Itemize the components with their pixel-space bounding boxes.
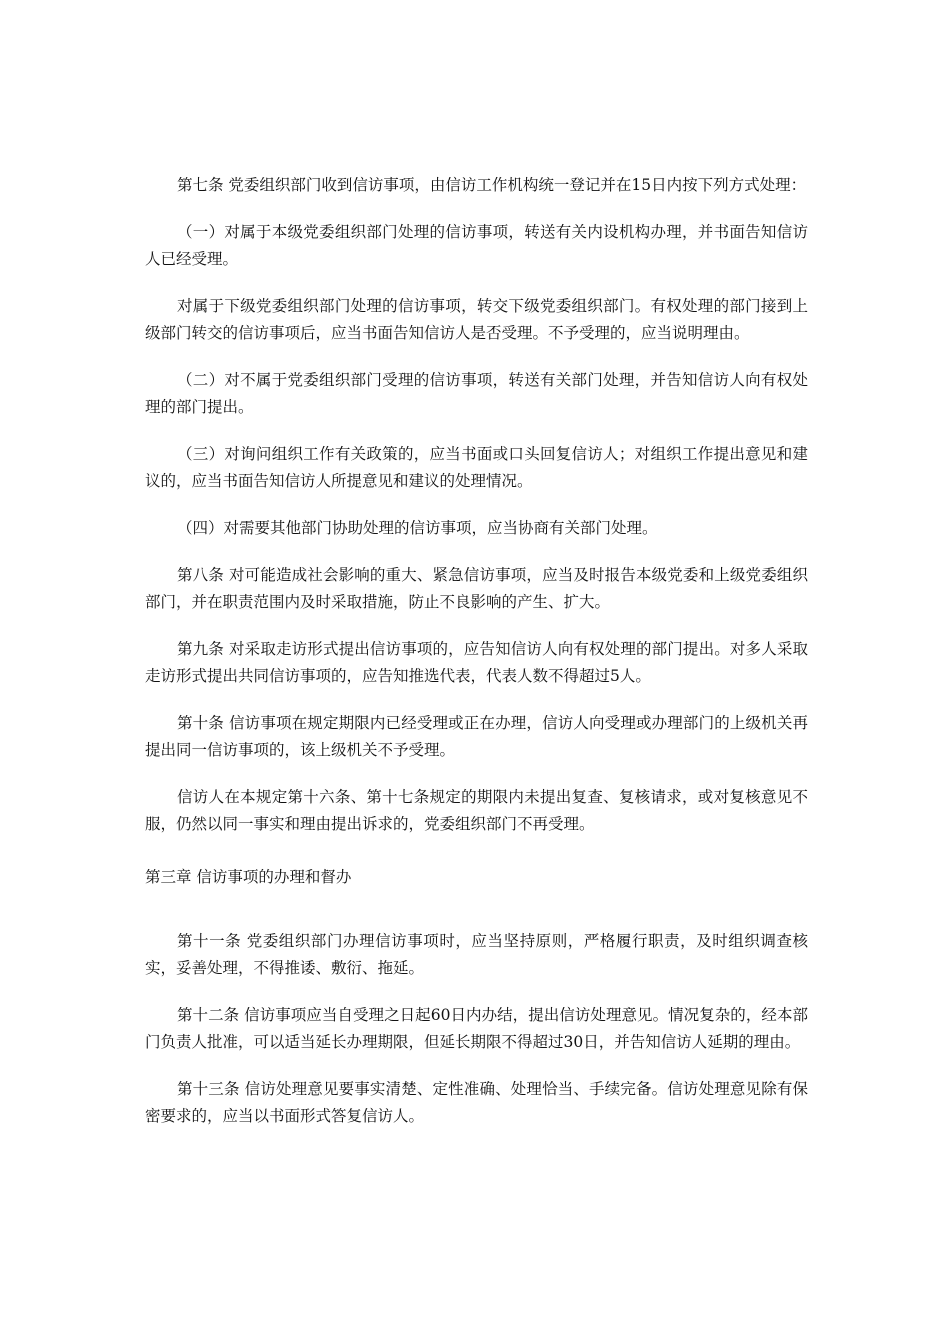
article-7-item-2-paragraph: （二）对不属于党委组织部门受理的信访事项，转送有关部门处理，并告知信访人向有权处理的部门提出。	[145, 371, 808, 416]
article-11-paragraph: 第十一条 党委组织部门办理信访事项时，应当坚持原则，严格履行职责，及时组织调查核实，妥善处理，不得推诿、敷衍、拖延。	[145, 932, 808, 977]
chapter-title: 第三章 信访事项的办理和督办	[145, 868, 352, 886]
article-7-item-1-subparagraph: 对属于下级党委组织部门处理的信访事项，转交下级党委组织部门。有权处理的部门接到上级部门转交的信访事项后，应当书面告知信访人是否受理。不予受理的，应当说明理由。	[145, 297, 808, 342]
article-7-item-3-paragraph: （三）对询问组织工作有关政策的，应当书面或口头回复信访人；对组织工作提出意见和建议的，应当书面告知信访人所提意见和建议的处理情况。	[145, 445, 808, 490]
article-10-subparagraph: 信访人在本规定第十六条、第十七条规定的期限内未提出复查、复核请求，或对复核意见不服，仍然以同一事实和理由提出诉求的，党委组织部门不再受理。	[145, 788, 808, 833]
article-13-paragraph: 第十三条 信访处理意见要事实清楚、定性准确、处理恰当、手续完备。信访处理意见除有保密要求的，应当以书面形式答复信访人。	[145, 1080, 808, 1125]
article-7-item-4-paragraph: （四）对需要其他部门协助处理的信访事项，应当协商有关部门处理。	[177, 519, 658, 537]
article-9-paragraph: 第九条 对采取走访形式提出信访事项的，应告知信访人向有权处理的部门提出。对多人采取走访形式提出共同信访事项的，应告知推选代表，代表人数不得超过5人。	[145, 640, 808, 685]
article-10-paragraph: 第十条 信访事项在规定期限内已经受理或正在办理，信访人向受理或办理部门的上级机关再提出同一信访事项的，该上级机关不予受理。	[145, 714, 808, 759]
article-7-paragraph: 第七条 党委组织部门收到信访事项，由信访工作机构统一登记并在15日内按下列方式处理：	[177, 176, 807, 194]
article-12-paragraph: 第十二条 信访事项应当自受理之日起60日内办结，提出信访处理意见。情况复杂的，经本部门负责人批准，可以适当延长办理期限，但延长期限不得超过30日，并告知信访人延期的理由。	[145, 1006, 808, 1051]
article-7-item-1-paragraph: （一）对属于本级党委组织部门处理的信访事项，转送有关内设机构办理，并书面告知信访人已经受理。	[145, 223, 808, 268]
document-body	[145, 172, 808, 1150]
article-8-paragraph: 第八条 对可能造成社会影响的重大、紧急信访事项，应当及时报告本级党委和上级党委组织部门，并在职责范围内及时采取措施，防止不良影响的产生、扩大。	[145, 566, 808, 611]
